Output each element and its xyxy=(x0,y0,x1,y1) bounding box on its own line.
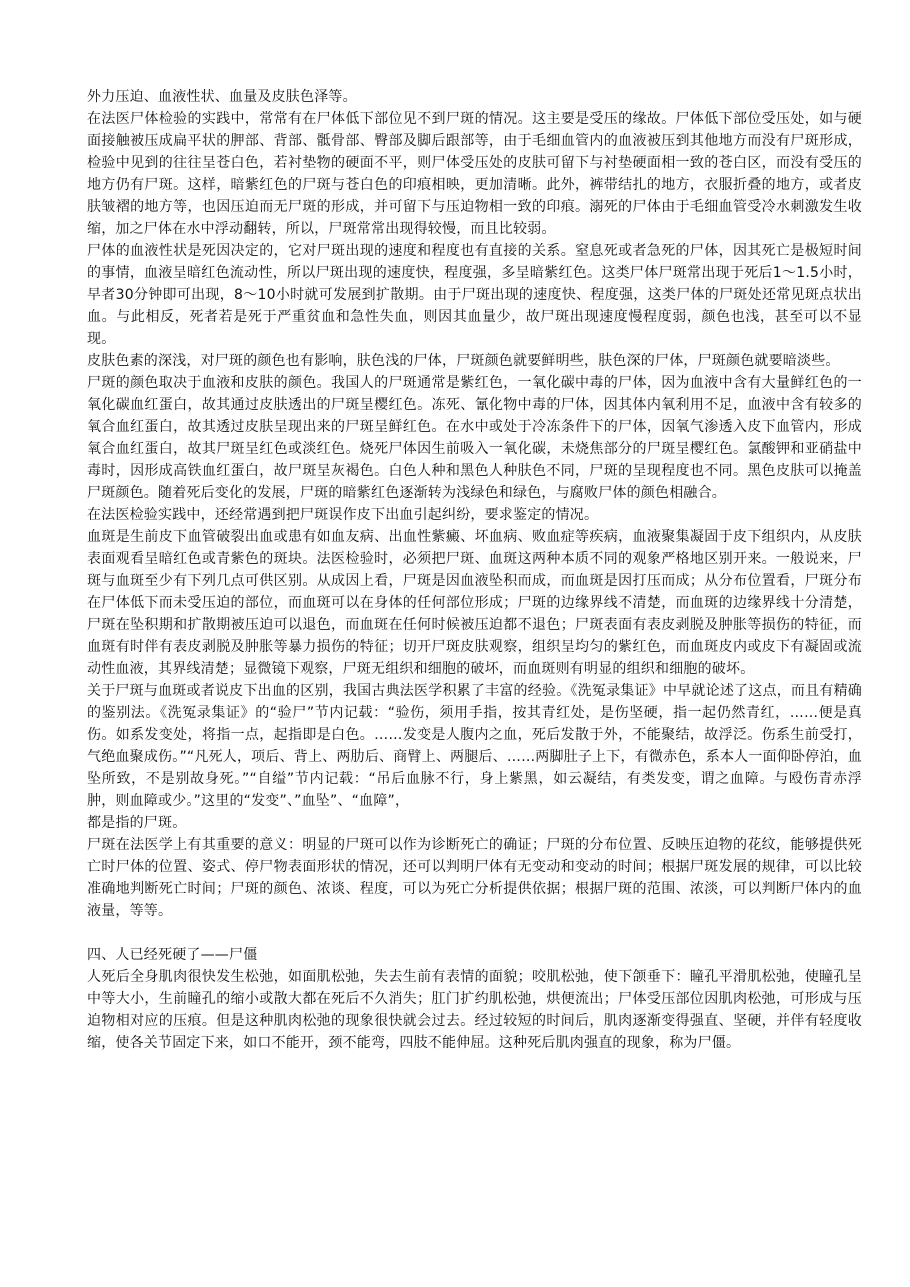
paragraph-3: 尸体的血液性状是死因决定的，它对尸斑出现的速度和程度也有直接的关系。窒息死或者急死的尸体，因其死亡是极短时间的事情，血液呈暗红色流动性，所以尸斑出现的速度快，程度强，多呈暗紫红色。这类尸体尸斑常出现于死后1～1.5小时，早者30分钟即可出现，8～10小时就可发展到扩散期。由于尸斑出现的速度快、程度强，这类尸体的尸斑处还常见斑点状出血。与此相反，死者若是死于严重贫血和急性失血，则因其血量少，故尸斑出现速度慢程度弱，颜色也浅，甚至可以不显现。 xyxy=(87,243,862,347)
paragraph-10: 尸斑在法医学上有其重要的意义：明显的尸斑可以作为诊断死亡的确证；尸斑的分布位置、反映压迫物的花纹，能够提供死亡时尸体的位置、姿式、停尸物表面形状的情况，还可以判明尸体有无变动和变动的时间；根据尸斑发展的规律，可以比较准确地判断死亡时间；尸斑的颜色、浓谈、程度，可以为死亡分析提供依据；根据尸斑的范围、浓淡，可以判断尸体内的血液量，等等。 xyxy=(87,837,862,919)
paragraph-9: 都是指的尸斑。 xyxy=(87,815,187,831)
document-page xyxy=(87,86,862,1054)
paragraph-8: 关于尸斑与血斑或者说皮下出血的区别，我国古典法医学积累了丰富的经验。《洗冤录集证》中早就论述了这点，而且有精确的鉴别法。《洗冤录集证》的“验尸”节内记载：“验伤，须用手指，按其青红处，是伤坚硬，指一起仍然青红，……便是真伤。如系发变处，将指一点，起指即是白色。……发变是人腹内之血，死后发散于外，不能聚结，故浮泛。伤系生前受打，气绝血聚成伤。”“凡死人，项后、背上、两肋后、商臂上、两腿后、……两脚肚子上下，有微赤色，系本人一面仰卧停泊，血坠所致，不是别故身死。”“自缢”节内记载：“吊后血脉不行，身上紫黑，如云凝结，有类发变，谓之血障。与殴伤青赤浮肿，则血障或少。”这里的“发变”、”血坠”、“血障”， xyxy=(87,683,862,809)
blank-line xyxy=(87,922,862,944)
paragraph-6: 在法医检验实践中，还经常遇到把尸斑误作皮下出血引起纠纷，要求鉴定的情况。 xyxy=(87,507,599,523)
paragraph-4: 皮肤色素的深浅，对尸斑的颜色也有影响，肤色浅的尸体，尸斑颜色就要鲜明些，肤色深的尸体，尸斑颜色就要暗淡些。 xyxy=(87,353,840,369)
paragraph-1: 外力压迫、血液性状、血量及皮肤色泽等。 xyxy=(87,89,357,105)
section-heading: 四、人已经死硬了——尸僵 xyxy=(87,947,258,963)
paragraph-7: 血斑是生前皮下血管破裂出血或患有如血友病、出血性紫癜、坏血病、败血症等疾病，血液聚集凝固于皮下组织内，从皮肤表面观看呈暗红色或青紫色的斑块。法医检验时，必须把尸斑、血斑这两种本质不同的观象严格地区别开来。一般说来，尸斑与血斑至少有下列几点可供区别。从成因上看，尸斑是因血液坠积而成，而血斑是因打压而成；从分布位置看，尸斑分布在尸体低下而未受压迫的部位，而血斑可以在身体的任何部位形成；尸斑的边缘界线不清楚，而血斑的边缘界线十分清楚，尸斑在坠积期和扩散期被压迫可以退色，而血斑在任何时候被压迫都不退色；尸斑表面有表皮剥脱及肿胀等损伤的特征，而血斑有时伴有表皮剥脱及肿胀等暴力损伤的特征；切开尸斑皮肤观察，组织呈均匀的紫红色，而血斑皮内或皮下有凝固或流动性血液，其界线清楚；显微镜下观察，尸斑无组织和细胞的破坏，而血斑则有明显的组织和细胞的破坏。 xyxy=(87,529,862,677)
paragraph-11: 人死后全身肌肉很快发生松弛，如面肌松弛，失去生前有表情的面貌；咬肌松弛，使下颌垂下：瞳孔平滑肌松弛，使瞳孔呈中等大小，生前瞳孔的缩小或散大都在死后不久消失；肛门扩约肌松弛，烘便流出；尸体受压部位因肌肉松弛，可形成与压迫物相对应的压痕。但是这种肌肉松弛的现象很快就会过去。经过较短的时间后，肌肉逐渐变得强直、坚硬，并伴有轻度收缩，使各关节固定下来，如口不能开，颈不能弯，四肢不能伸屈。这种死后肌肉强直的现象，称为尸僵。 xyxy=(87,969,862,1051)
paragraph-2: 在法医尸体检验的实践中，常常有在尸体低下部位见不到尸斑的情况。这主要是受压的缘故。尸体低下部位受压处，如与硬面接触被压成扁平状的胛部、背部、骶骨部、臀部及脚后跟部等，由于毛细血管内的血液被压到其他地方而没有尸斑形成，检验中见到的往往呈苍白色，若衬垫物的硬面不平，则尸体受压处的皮肤可留下与衬垫硬面相一致的苍白区，而没有受压的地方仍有尸斑。这样，暗紫红色的尸斑与苍白色的印痕相映，更加清晰。此外，裤带结扎的地方，衣服折叠的地方，或者皮肤皱褶的地方等，也因压迫而无尸斑的形成，并可留下与压迫物相一致的印痕。溺死的尸体由于毛细血管受冷水刺激发生收缩，加之尸体在水中浮动翻转，所以，尸斑常常出现得较慢，而且比较弱。 xyxy=(87,111,862,237)
paragraph-5: 尸斑的颜色取决于血液和皮肤的颜色。我国人的尸斑通常是紫红色，一氧化碳中毒的尸体，因为血液中含有大量鲜红色的一氧化碳血红蛋白，故其通过皮肤透出的尸斑呈樱红色。冻死、氰化物中毒的尸体，因其体内氧利用不足，血液中含有较多的氧合血红蛋白，故其透过皮肤呈现出来的尸斑呈鲜红色。在水中或处于冷冻条件下的尸体，因氧气渗透入皮下血管内，形成氧合血红蛋白，故其尸斑呈红色或淡红色。烧死尸体因生前吸入一氧化碳，未烧焦部分的尸斑呈樱红色。氯酸钾和亚硝盐中毒时，因形成高铁血红蛋白，故尸斑呈灰褐色。白色人种和黑色人种肤色不同，尸斑的呈现程度也不同。黑色皮肤可以掩盖尸斑颜色。随着死后变化的发展，尸斑的暗紫红色逐渐转为浅绿色和绿色，与腐败尸体的颜色相融合。 xyxy=(87,375,862,501)
